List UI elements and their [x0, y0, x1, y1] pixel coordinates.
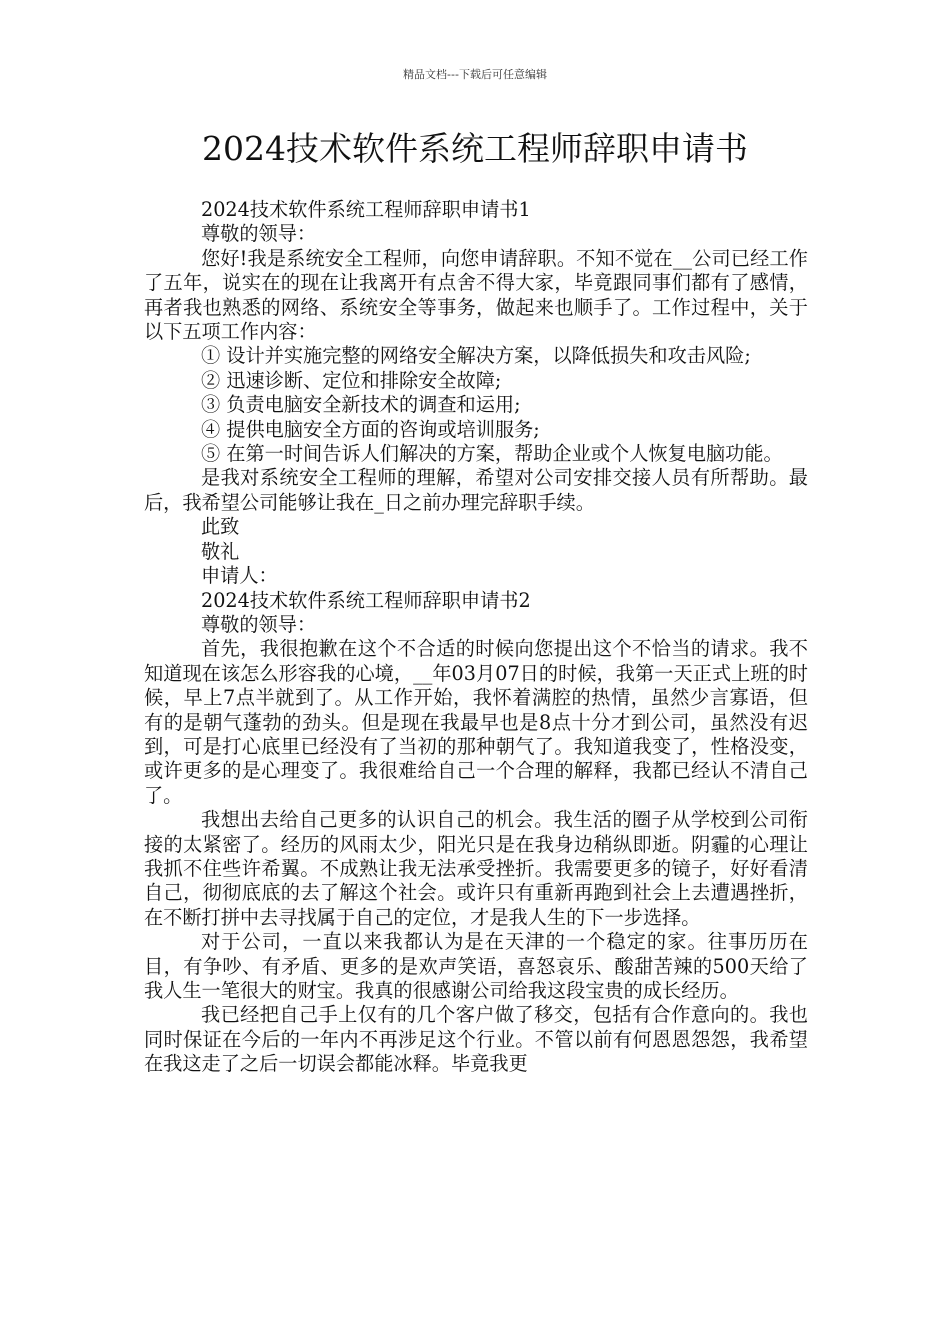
paragraph: 尊敬的领导： — [201, 612, 317, 636]
document-title: 2024技术软件系统工程师辞职申请书 — [202, 129, 748, 168]
paragraph: ③ 负责电脑安全新技术的调查和运用; — [201, 393, 521, 417]
paragraph: ① 设计并实施完整的网络安全解决方案，以降低损失和攻击风险; — [201, 344, 751, 368]
document-body — [144, 198, 808, 1077]
paragraph: ⑤ 在第一时间告诉人们解决的方案，帮助企业或个人恢复电脑功能。 — [201, 442, 783, 466]
paragraph: 敬礼 — [201, 539, 240, 563]
header-note: 精品文档---下载后可任意编辑 — [403, 68, 547, 81]
paragraph: 尊敬的领导： — [201, 222, 317, 246]
paragraph: 申请人： — [201, 564, 278, 588]
paragraph: 首先，我很抱歉在这个不合适的时候向您提出这个不恰当的请求。我不知道现在该怎么形容我的心境，__年03月07日的时候，我第一天正式上班的时候，早上7点半就到了。从工作开始，我怀着满腔的热情，虽然少言寡语，但有的是朝气蓬勃的劲头。但是现在我最早也是8点十分才到公司，虽然没有迟到，可是打心底里已经没有了当初的那种朝气了。我知道我变了，性格没变，或许更多的是心理变了。我很难给自己一个合理的解释，我都已经认不清自己了。 — [144, 637, 808, 807]
paragraph: 我想出去给自己更多的认识自己的机会。我生活的圈子从学校到公司衔接的太紧密了。经历的风雨太少，阳光只是在我身边稍纵即逝。阴霾的心理让我抓不住些许希翼。不成熟让我无法承受挫折。我需要更多的镜子，好好看清自己，彻彻底底的去了解这个社会。或许只有重新再跑到社会上去遭遇挫折，在不断打拼中去寻找属于自己的定位，才是我人生的下一步选择。 — [144, 808, 808, 929]
paragraph: 对于公司，一直以来我都认为是在天津的一个稳定的家。往事历历在目，有争吵、有矛盾、更多的是欢声笑语，喜怒哀乐、酸甜苦辣的500天给了我人生一笔很大的财宝。我真的很感谢公司给我这段宝贵的成长经历。 — [144, 930, 808, 1002]
paragraph: 是我对系统安全工程师的理解，希望对公司安排交接人员有所帮助。最后，我希望公司能够让我在_日之前办理完辞职手续。 — [144, 466, 808, 514]
paragraph: ④ 提供电脑安全方面的咨询或培训服务; — [201, 417, 540, 441]
paragraph: 2024技术软件系统工程师辞职申请书1 — [201, 198, 531, 221]
paragraph: 您好!我是系统安全工程师，向您申请辞职。不知不觉在__公司已经工作了五年，说实在的现在让我离开有点舍不得大家，毕竟跟同事们都有了感情，再者我也熟悉的网络、系统安全等事务，做起来也顺手了。工作过程中，关于以下五项工作内容： — [144, 246, 808, 344]
paragraph: 2024技术软件系统工程师辞职申请书2 — [201, 588, 531, 612]
paragraph: 我已经把自己手上仅有的几个客户做了移交，包括有合作意向的。我也同时保证在今后的一年内不再涉足这个行业。不管以前有何恩恩怨怨，我希望在我这走了之后一切误会都能冰释。毕竟我更 — [144, 1003, 808, 1076]
paragraph: 此致 — [201, 515, 240, 539]
paragraph: ② 迅速诊断、定位和排除安全故障; — [201, 368, 502, 392]
